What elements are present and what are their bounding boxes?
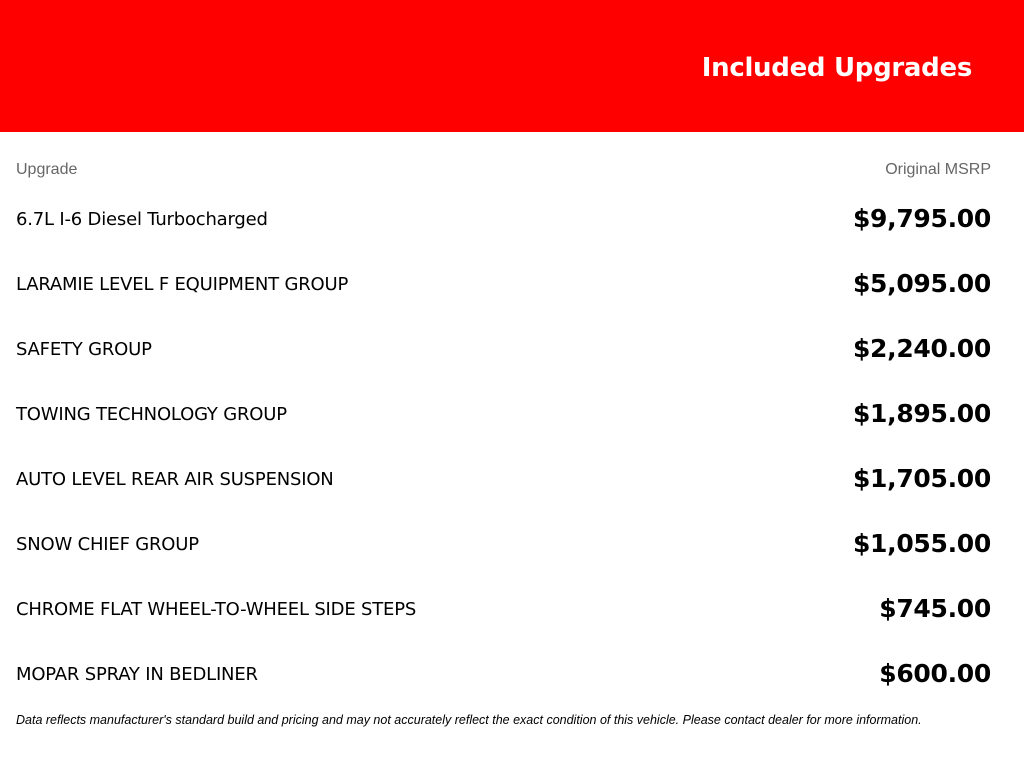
upgrade-name: LARAMIE LEVEL F EQUIPMENT GROUP (16, 274, 349, 295)
upgrade-price: $5,095.00 (852, 269, 991, 298)
upgrade-row (16, 201, 991, 237)
upgrade-name: CHROME FLAT WHEEL-TO-WHEEL SIDE STEPS (16, 599, 417, 620)
upgrade-price: $9,795.00 (852, 204, 991, 233)
upgrade-row (16, 461, 991, 497)
header-banner (0, 0, 1024, 132)
upgrade-column-header: Upgrade (16, 161, 78, 178)
upgrade-row (16, 526, 991, 562)
column-headers (16, 160, 991, 180)
msrp-column-header: Original MSRP (885, 161, 991, 178)
upgrade-name: TOWING TECHNOLOGY GROUP (16, 404, 287, 425)
upgrade-row (16, 331, 991, 367)
upgrade-row (16, 266, 991, 302)
upgrade-price: $1,705.00 (852, 464, 991, 493)
upgrade-price: $745.00 (879, 594, 991, 623)
upgrade-name: 6.7L I-6 Diesel Turbocharged (16, 209, 268, 230)
upgrade-row (16, 591, 991, 627)
upgrade-row (16, 656, 991, 692)
upgrade-row (16, 396, 991, 432)
disclaimer-text: Data reflects manufacturer's standard build and pricing and may not accurately reflect the exact condition of this vehicle. Please contact dealer for more information. (16, 713, 922, 727)
page-title: Included Upgrades (701, 53, 972, 83)
upgrade-price: $2,240.00 (852, 334, 991, 363)
upgrade-price: $1,055.00 (852, 529, 991, 558)
upgrade-name: AUTO LEVEL REAR AIR SUSPENSION (16, 469, 334, 490)
upgrade-name: MOPAR SPRAY IN BEDLINER (16, 664, 258, 685)
upgrade-price: $600.00 (879, 659, 991, 688)
upgrade-name: SAFETY GROUP (16, 339, 152, 360)
upgrade-price: $1,895.00 (852, 399, 991, 428)
upgrade-name: SNOW CHIEF GROUP (16, 534, 199, 555)
